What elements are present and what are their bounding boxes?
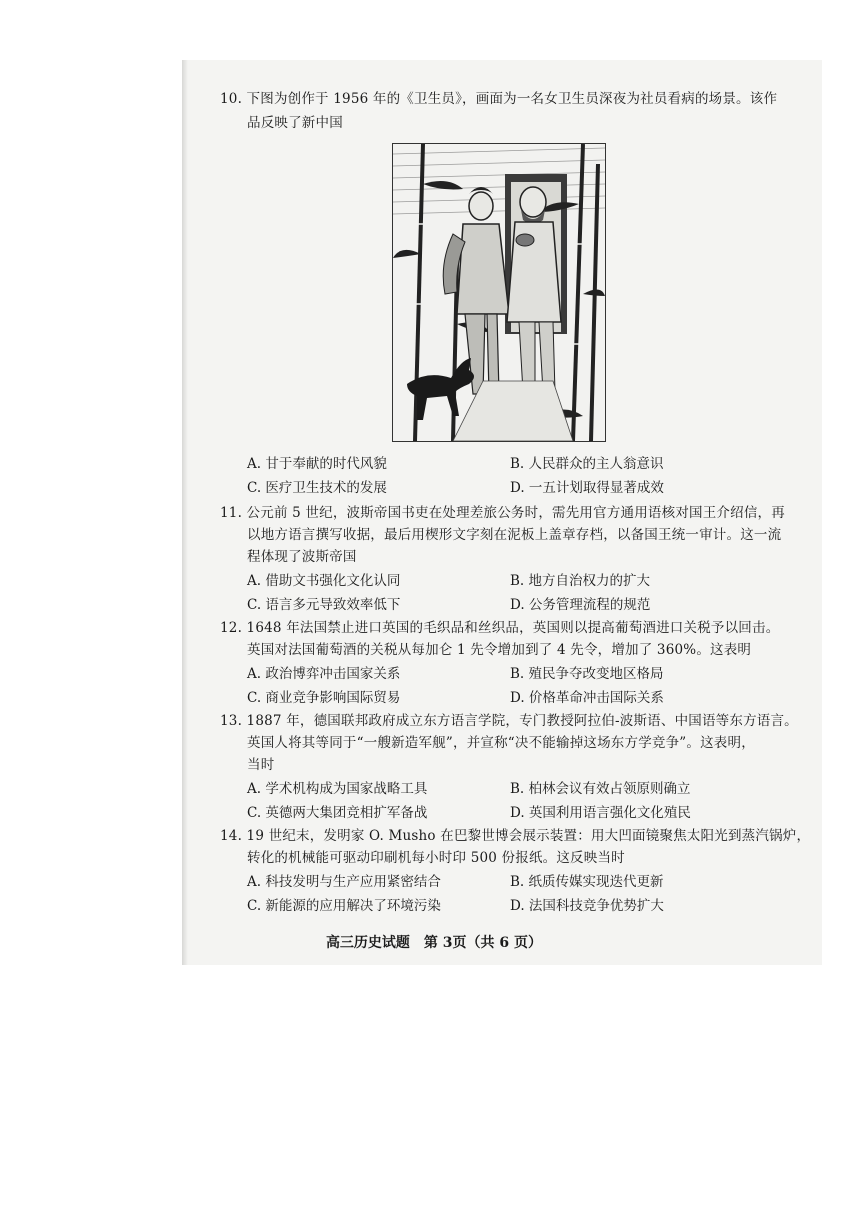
q11-option-a: A. 借助文书强化文化认同 — [247, 573, 401, 589]
q12-option-b: B. 殖民争夺改变地区格局 — [510, 666, 664, 682]
q13-stem-line2: 英国人将其等同于“一艘新造军舰”，并宣称“决不能输掉这场东方学竞争”。这表明， — [247, 735, 755, 751]
q10-option-d: D. 一五计划取得显著成效 — [510, 480, 664, 496]
q14-option-a: A. 科技发明与生产应用紧密结合 — [247, 874, 441, 890]
q11-stem-line3: 程体现了波斯帝国 — [247, 549, 357, 565]
q10-option-b: B. 人民群众的主人翁意识 — [510, 456, 664, 472]
illustration-drawing — [393, 144, 605, 441]
q13-option-a: A. 学术机构成为国家战略工具 — [247, 781, 428, 797]
q12-stem-line1: 12. 1648 年法国禁止进口英国的毛织品和丝织品，英国则以提高葡萄酒进口关税予以回击。 — [220, 620, 780, 636]
q10-option-a: A. 甘于奉献的时代风貌 — [247, 456, 387, 472]
q11-option-c: C. 语言多元导致效率低下 — [247, 597, 401, 613]
q14-stem-line2: 转化的机械能可驱动印刷机每小时印 500 份报纸。这反映当时 — [247, 850, 625, 866]
q12-option-c: C. 商业竞争影响国际贸易 — [247, 690, 401, 706]
page-footer: 高三历史试题 第 3页（共 6 页） — [325, 935, 543, 951]
q11-option-d: D. 公务管理流程的规范 — [510, 597, 651, 613]
q10-stem-line2: 品反映了新中国 — [247, 115, 343, 131]
q14-option-d: D. 法国科技竞争优势扩大 — [510, 898, 664, 914]
q14-option-b: B. 纸质传媒实现迭代更新 — [510, 874, 664, 890]
q13-option-c: C. 英德两大集团竞相扩军备战 — [247, 805, 428, 821]
q12-option-a: A. 政治博弈冲击国家关系 — [247, 666, 401, 682]
q12-option-d: D. 价格革命冲击国际关系 — [510, 690, 664, 706]
q14-stem-line1: 14. 19 世纪末，发明家 O. Musho 在巴黎世博会展示装置：用大凹面镜聚焦太阳光到蒸汽锅炉， — [220, 828, 811, 844]
q13-stem-line3: 当时 — [247, 757, 275, 773]
q13-option-b: B. 柏林会议有效占领原则确立 — [510, 781, 691, 797]
woodcut-illustration — [392, 143, 606, 442]
q13-stem-line1: 13. 1887 年，德国联邦政府成立东方语言学院，专门教授阿拉伯-波斯语、中国语等东方语言。 — [220, 713, 798, 729]
q10-option-c: C. 医疗卫生技术的发展 — [247, 480, 387, 496]
q11-stem-line2: 以地方语言撰写收据，最后用楔形文字刻在泥板上盖章存档，以备国王统一审计。这一流 — [247, 527, 782, 543]
q14-option-c: C. 新能源的应用解决了环境污染 — [247, 898, 441, 914]
q12-stem-line2: 英国对法国葡萄酒的关税从每加仑 1 先令增加到了 4 先令，增加了 360%。这表明 — [247, 642, 752, 658]
q13-option-d: D. 英国利用语言强化文化殖民 — [510, 805, 691, 821]
q10-stem-line1: 10. 下图为创作于 1956 年的《卫生员》，画面为一名女卫生员深夜为社员看病的场景。该作 — [220, 91, 778, 107]
q11-option-b: B. 地方自治权力的扩大 — [510, 573, 651, 589]
q11-stem-line1: 11. 公元前 5 世纪，波斯帝国书吏在处理差旅公务时，需先用官方通用语核对国王介绍信，再 — [220, 505, 785, 521]
